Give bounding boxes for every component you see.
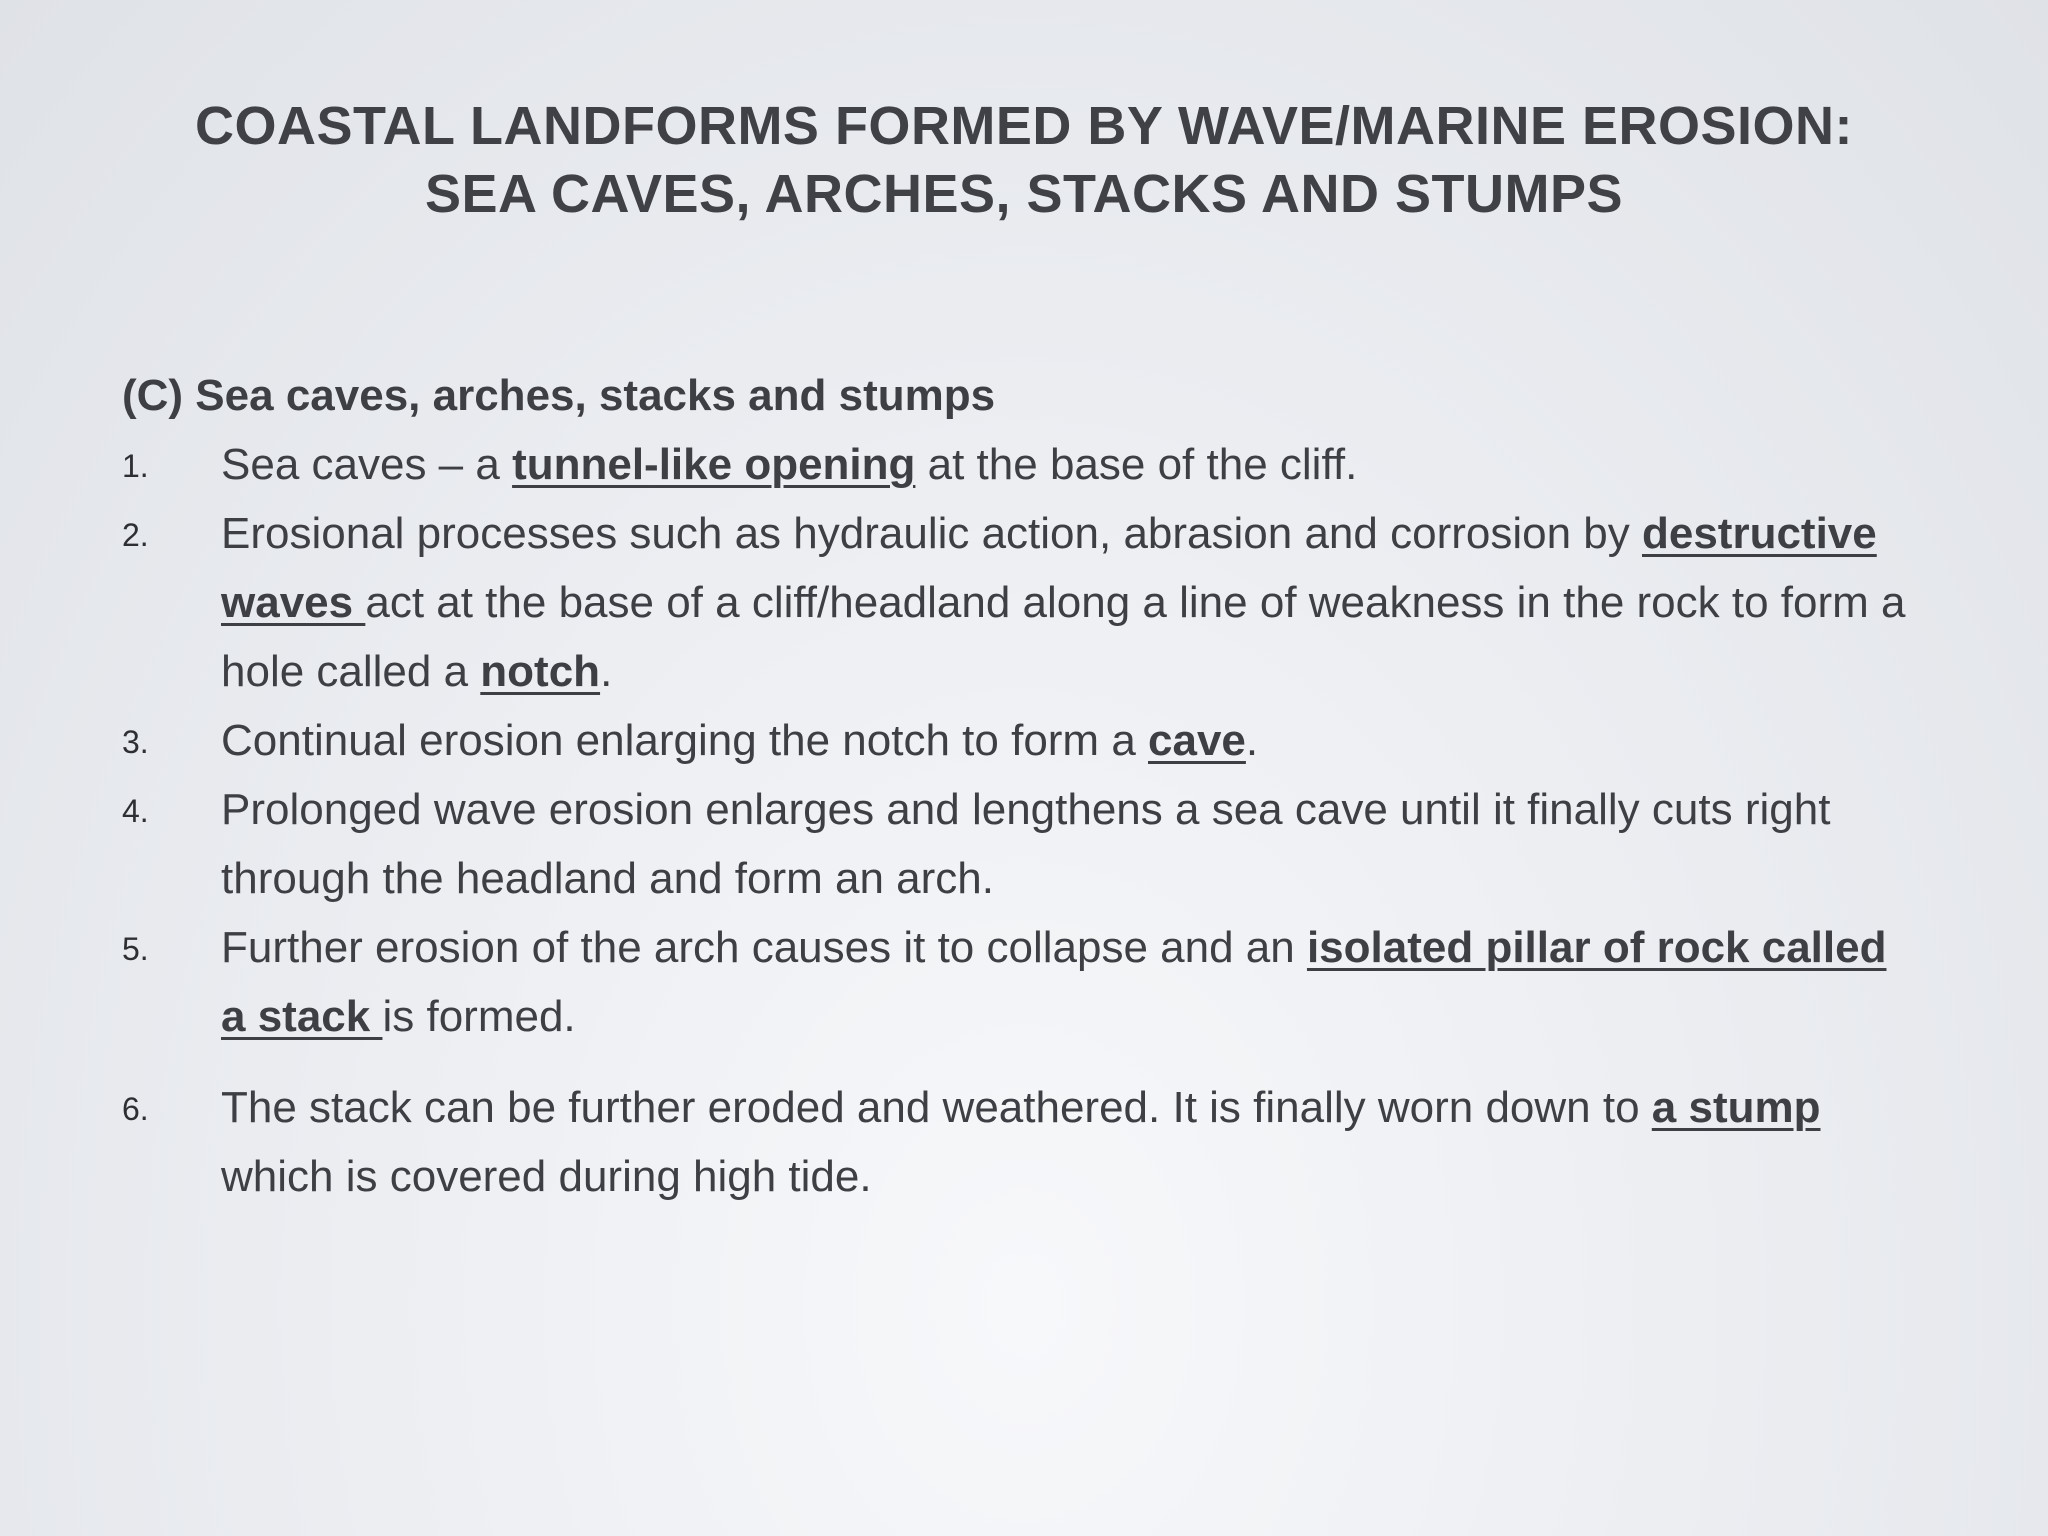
item-text: which is covered during high tide. xyxy=(221,1152,872,1201)
list-item xyxy=(122,499,1922,706)
key-term: a stump xyxy=(1651,1083,1821,1132)
item-text: Further erosion of the arch causes it to collapse and an xyxy=(221,923,1307,972)
item-text: Continual erosion enlarging the notch to form a xyxy=(221,716,1149,765)
numbered-list xyxy=(122,430,1922,1211)
section-heading: (C) Sea caves, arches, stacks and stumps xyxy=(122,371,996,420)
title-line-1: COASTAL LANDFORMS FORMED BY WAVE/MARINE EROSION: xyxy=(194,96,1854,156)
item-number: 4. xyxy=(122,793,149,829)
title-line-2: SEA CAVES, ARCHES, STACKS AND STUMPS xyxy=(424,164,1624,224)
slide-title xyxy=(100,92,1948,228)
list-item xyxy=(122,706,1922,775)
item-number: 3. xyxy=(122,724,149,760)
list-item xyxy=(122,430,1922,499)
list-item xyxy=(122,775,1922,913)
key-term: cave xyxy=(1148,716,1246,765)
list-item xyxy=(122,913,1922,1051)
item-text: Sea caves – a xyxy=(221,440,513,489)
item-text: The stack can be further eroded and weathered. It is finally worn down to xyxy=(221,1083,1652,1132)
item-text: Prolonged wave erosion enlarges and lengthens a sea cave until it finally cuts right through the headland and form an arch. xyxy=(221,785,1831,903)
item-number: 5. xyxy=(122,931,149,967)
slide-body xyxy=(122,362,1922,1211)
item-text: Erosional processes such as hydraulic action, abrasion and corrosion by xyxy=(221,509,1642,558)
key-term: isolated pillar of rock called a stack xyxy=(221,923,1887,1041)
item-text: act at the base of a cliff/headland along a line of weakness in the rock to form a hole called a xyxy=(221,578,1906,696)
item-number: 2. xyxy=(122,517,149,553)
item-number: 1. xyxy=(122,448,149,484)
list-item xyxy=(122,1073,1922,1211)
key-term: destructive waves xyxy=(221,509,1877,627)
item-text: . xyxy=(600,647,613,696)
item-text: . xyxy=(1245,716,1259,765)
item-text: at the base of the cliff. xyxy=(915,440,1358,489)
key-term: tunnel-like opening xyxy=(512,440,916,489)
item-number: 6. xyxy=(122,1091,149,1127)
item-text: is formed. xyxy=(382,992,576,1041)
key-term: notch xyxy=(480,647,601,696)
